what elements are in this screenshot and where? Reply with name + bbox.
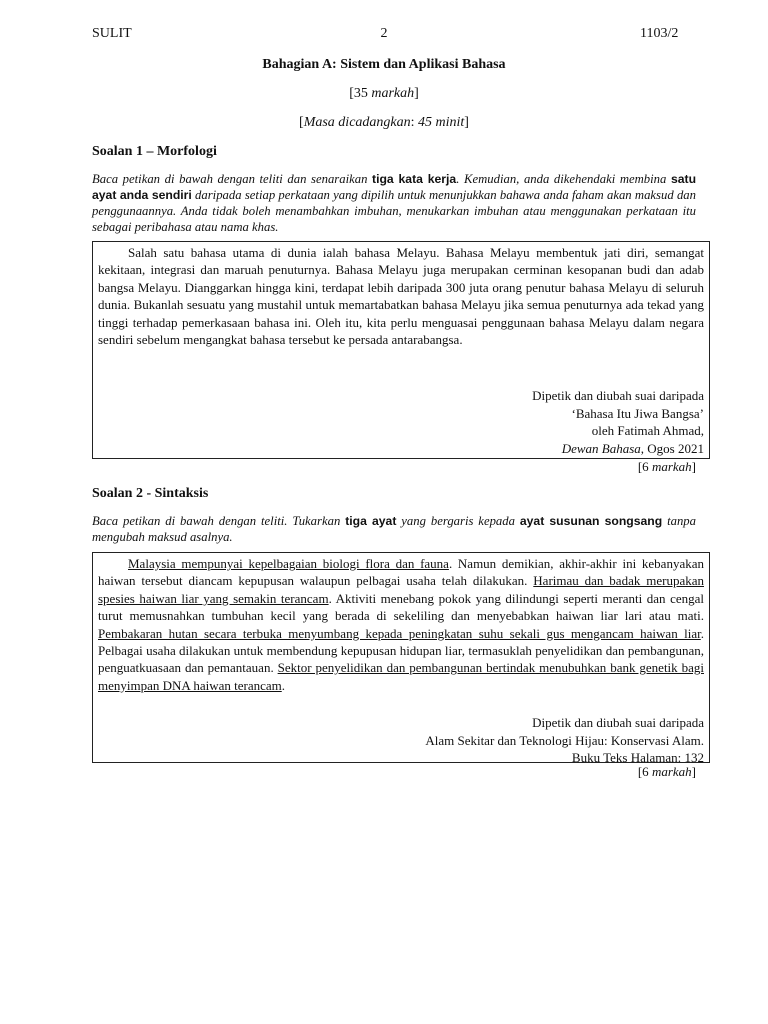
paper-code: 1103/2: [640, 26, 679, 41]
q1-citation: Dipetik dan diubah suai daripada ‘Bahasa Itu Jiwa Bangsa’ oleh Fatimah Ahmad, Dewan Bahasa, Ogos 2021: [532, 388, 704, 456]
q1-heading: Soalan 1 – Morfologi: [92, 144, 217, 159]
q2-instructions: Baca petikan di bawah dengan teliti. Tukarkan tiga ayat yang bergaris kepada ayat susunan songsang tanpa mengubah maksud asalnya.: [92, 514, 696, 544]
q2-marks: [6 markah]: [637, 764, 696, 779]
section-title: Bahagian A: Sistem dan Aplikasi Bahasa: [262, 57, 506, 72]
q2-heading: Soalan 2 - Sintaksis: [92, 486, 209, 501]
q1-marks: [6 markah]: [637, 459, 696, 474]
section-marks: [35 markah]: [349, 86, 419, 101]
underlined-sentence-3: Pembakaran hutan secara terbuka menyumbang kepada peningkatan suhu sekali gus mengancam haiwan liar: [98, 625, 701, 641]
q1-passage: Salah satu bahasa utama di dunia ialah bahasa Melayu. Bahasa Melayu membentuk jati diri, semangat kekitaan, integrasi dan maruah penuturnya. Bahasa Melayu juga merupakan cerminan kesopanan budi dan adab bangsa Melayu. Dianggarkan hingga kini, terdapat lebih daripada 300 juta orang penutur bahasa Melayu di seluruh dunia. Bukanlah sesuatu yang mustahil untuk memartabatkan bahasa Melayu jika semua penuturnya ada tekad yang tinggi terhadap pemerkasaan bahasa ini. Oleh itu, kita perlu menguasai penggunaan bahasa Melayu dalam negara sendiri sebelum mengangkat bahasa tersebut ke persada antarabangsa.: [98, 245, 704, 348]
underlined-sentence-4: Sektor penyelidikan dan pembangunan bertindak menubuhkan bank genetik bagi menyimpan DNA haiwan terancam: [98, 660, 704, 693]
header-sulit: SULIT: [92, 26, 132, 41]
underlined-sentence-2: Harimau dan badak merupakan spesies haiwan liar yang semakin terancam: [98, 573, 704, 606]
page-number: 2: [380, 26, 388, 41]
section-time: [Masa dicadangkan: 45 minit]: [299, 115, 469, 130]
q1-instructions: Baca petikan di bawah dengan teliti dan senaraikan tiga kata kerja. Kemudian, anda dikehendaki membina satu ayat anda sendiri daripada setiap perkataan yang dipilih untuk menunjukkan bahawa anda faham akan maksud dan penggunaannya. Anda tidak boleh menambahkan imbuhan, menukarkan imbuhan atau menggunakan perkataan itu sebagai peribahasa atau nama khas.: [92, 172, 697, 234]
q2-passage-box: [92, 552, 710, 763]
q2-citation: Dipetik dan diubah suai daripada Alam Sekitar dan Teknologi Hijau: Konservasi Alam. Buku Teks Halaman: 132: [425, 715, 704, 765]
q2-passage: Malaysia mempunyai kepelbagaian biologi flora dan fauna. Namun demikian, akhir-akhir ini kebanyakan haiwan tersebut diancam kepupusan walaupun pelbagai usaha telah dilakukan. Harimau dan badak merupakan spesies haiwan liar yang semakin terancam. Aktiviti menebang pokok yang dilindungi seperti meranti dan cengal turut memusnahkan tumbuhan kecil yang berada di sekeliling dan menyebabkan haiwan liar lari atau mati. Pembakaran hutan secara terbuka menyumbang kepada peningkatan suhu sekali gus mengancam haiwan liar. Pelbagai usaha dilakukan untuk membendung kepupusan hidupan liar, termasuklah penyelidikan dan pembangunan, penguatkuasaan dan pemantauan. Sektor penyelidikan dan pembangunan bertindak menubuhkan bank genetik bagi menyimpan DNA haiwan terancam.: [98, 556, 705, 693]
q1-passage-box: [92, 241, 710, 459]
underlined-sentence-1: Malaysia mempunyai kepelbagaian biologi flora dan fauna: [128, 556, 449, 571]
